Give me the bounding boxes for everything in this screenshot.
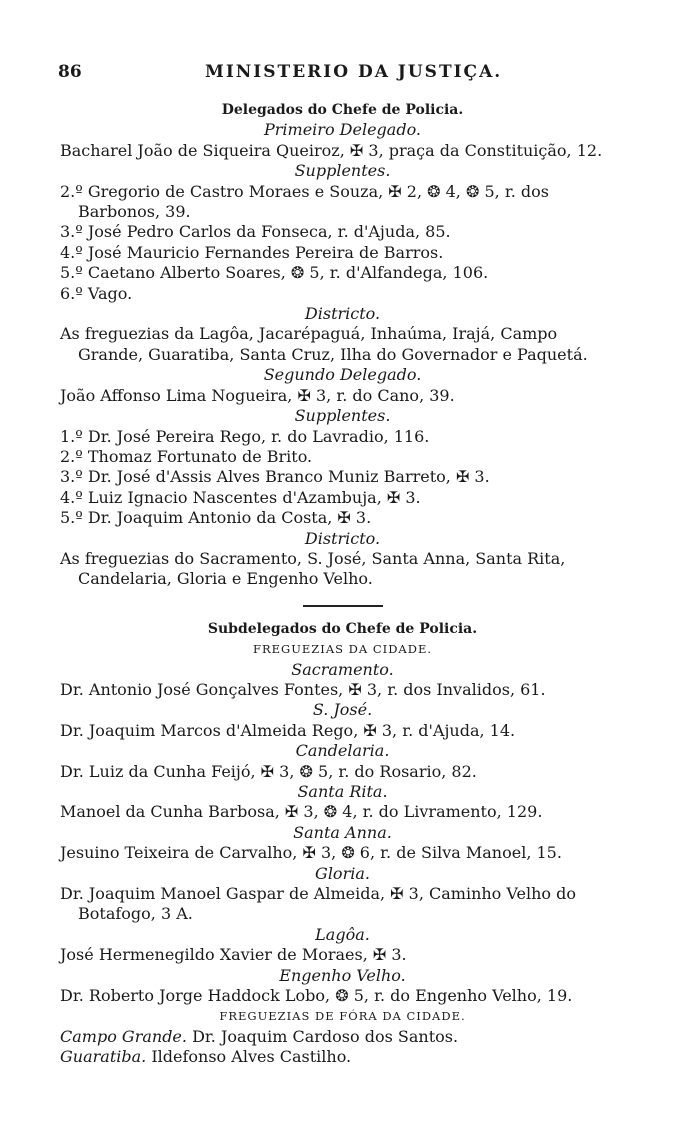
parish-name: Santa Rita.	[297, 782, 388, 801]
parish-name: Sacramento.	[291, 659, 394, 679]
running-head: MINISTERIO DA JUSTIÇA.	[205, 62, 503, 82]
official-name: Dr. Joaquim Cardoso dos Santos.	[192, 1026, 459, 1046]
list-item: 1.º Dr. José Pereira Rego, r. do Lavradio, 116.	[60, 426, 430, 446]
entry	[60, 1027, 625, 1047]
list-item: 6.º Vago.	[60, 283, 133, 303]
place-name: Guaratiba.	[60, 1047, 147, 1067]
subheading: Districto.	[304, 528, 381, 548]
list-item: 3.º Dr. José d'Assis Alves Branco Muniz Barreto, ✠ 3.	[60, 467, 490, 487]
official-name: Ildefonso Alves Castilho.	[151, 1047, 352, 1067]
entry: Manoel da Cunha Barbosa, ✠ 3, ❂ 4, r. do Livramento, 129.	[60, 802, 543, 822]
list-item: 3.º José Pedro Carlos da Fonseca, r. d'Ajuda, 85.	[60, 222, 451, 242]
paragraph: As freguezias da Lagôa, Jacarépaguá, Inhaúma, Irajá, Campo Grande, Guaratiba, Santa Cruz, Ilha do Governador e Paquetá.	[60, 324, 588, 364]
paragraph: As freguezias do Sacramento, S. José, Santa Anna, Santa Rita, Candelaria, Gloria e Engenho Velho.	[60, 548, 566, 589]
subheading: Segundo Delegado.	[263, 365, 422, 385]
entry: Dr. Luiz da Cunha Feijó, ✠ 3, ❂ 5, r. do Rosario, 82.	[60, 761, 477, 781]
section-heading: Delegados do Chefe de Policia.	[221, 102, 464, 118]
list-item: 2.º Thomaz Fortunato de Brito.	[60, 446, 313, 466]
entry: Dr. Roberto Jorge Haddock Lobo, ❂ 5, r. do Engenho Velho, 19.	[60, 986, 573, 1006]
parish-name: Lagôa.	[315, 924, 370, 944]
entry: José Hermenegildo Xavier de Moraes, ✠ 3.	[60, 945, 407, 965]
subheading: Supplentes.	[294, 161, 391, 181]
list-item: 5.º Dr. Joaquim Antonio da Costa, ✠ 3.	[60, 508, 372, 528]
page-number: 86	[58, 62, 82, 82]
parish-name: Gloria.	[315, 863, 370, 883]
list-item: 4.º Luiz Ignacio Nascentes d'Azambuja, ✠ 3.	[60, 487, 421, 507]
list-item: 4.º José Mauricio Fernandes Pereira de Barros.	[60, 242, 444, 262]
entry: Bacharel João de Siqueira Queiroz, ✠ 3, praça da Constituição, 12.	[60, 140, 603, 160]
parish-name: Santa Anna.	[293, 822, 392, 842]
entry: Jesuino Teixeira de Carvalho, ✠ 3, ❂ 6, r. de Silva Manoel, 15.	[60, 843, 562, 863]
entry: Dr. Joaquim Manoel Gaspar de Almeida, ✠ 3, Caminho Velho do Botafogo, 3 A.	[60, 884, 576, 924]
section-heading: Subdelegados do Chefe de Policia.	[207, 620, 478, 637]
subsection-heading: FREGUEZIAS DA CIDADE.	[253, 642, 432, 657]
entry: João Affonso Lima Nogueira, ✠ 3, r. do Cano, 39.	[60, 385, 455, 405]
page-body	[60, 100, 625, 1068]
entry: Dr. Antonio José Gonçalves Fontes, ✠ 3, r. dos Invalidos, 61.	[60, 679, 546, 699]
parish-name: Engenho Velho.	[279, 965, 406, 985]
entry	[60, 1047, 625, 1067]
place-name: Campo Grande.	[60, 1026, 187, 1046]
subsection-heading: FREGUEZIAS DE FÓRA DA CIDADE.	[219, 1009, 466, 1024]
parish-name: S. José.	[312, 700, 373, 720]
subheading: Districto.	[304, 304, 381, 324]
divider-rule	[303, 605, 383, 607]
subheading: Primeiro Delegado.	[264, 120, 421, 140]
list-item: 2.º Gregorio de Castro Moraes e Souza, ✠ 2, ❂ 4, ❂ 5, r. dos Barbonos, 39.	[60, 181, 549, 222]
parish-name: Candelaria.	[295, 741, 390, 761]
entry: Dr. Joaquim Marcos d'Almeida Rego, ✠ 3, r. d'Ajuda, 14.	[60, 720, 516, 740]
list-item: 5.º Caetano Alberto Soares, ❂ 5, r. d'Alfandega, 106.	[60, 263, 489, 283]
subheading: Supplentes.	[294, 406, 391, 426]
